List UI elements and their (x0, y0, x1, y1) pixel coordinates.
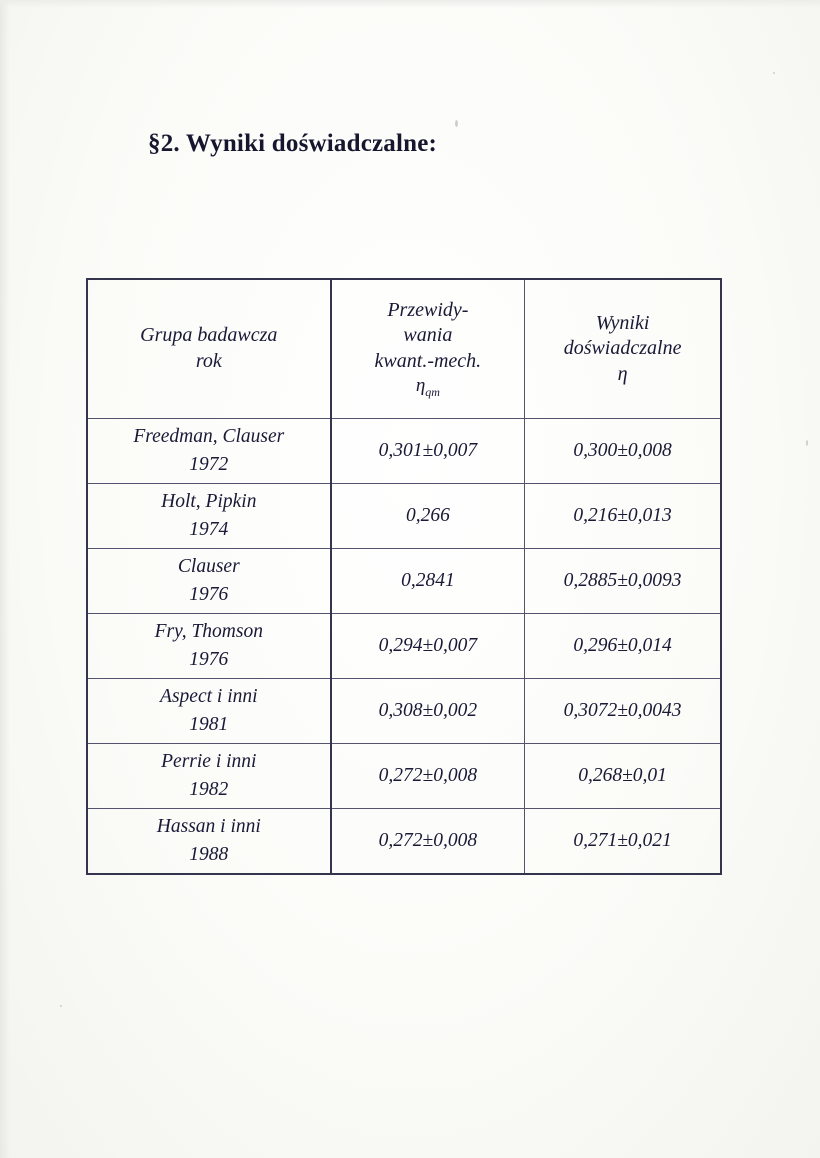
column-header-experiment-symbol: η (617, 362, 628, 385)
cell-experiment: 0,216±0,013 (525, 484, 721, 549)
scan-edge-left (0, 0, 10, 1158)
column-header-prediction-line3: kwant.-mech. (374, 349, 482, 372)
group-name: Freedman, Clauser (133, 425, 285, 447)
group-name: Fry, Thomson (154, 620, 263, 642)
page-title: §2. Wyniki doświadczalne: (148, 130, 438, 157)
group-year: 1972 (189, 454, 229, 475)
group-year: 1976 (189, 649, 229, 670)
column-header-experiment-line2: doświadczalne (563, 337, 682, 360)
column-header-prediction (331, 279, 525, 419)
cell-group (87, 614, 331, 679)
column-header-experiment-line1: Wyniki (595, 311, 650, 334)
table-row (87, 809, 721, 875)
cell-prediction: 0,272±0,008 (331, 809, 525, 875)
cell-group (87, 809, 331, 875)
column-header-group-line1: Grupa badawcza (140, 324, 278, 347)
cell-experiment: 0,271±0,021 (525, 809, 721, 875)
column-header-prediction-symbol (332, 374, 525, 400)
table-row (87, 549, 721, 614)
group-year: 1974 (189, 519, 229, 540)
eta-subscript: qm (425, 385, 440, 400)
column-header-group-line2: rok (195, 350, 222, 372)
scan-speck (806, 440, 808, 446)
cell-prediction: 0,301±0,007 (331, 419, 525, 484)
cell-prediction: 0,272±0,008 (331, 744, 525, 809)
cell-prediction: 0,2841 (331, 549, 525, 614)
cell-prediction: 0,308±0,002 (331, 679, 525, 744)
cell-experiment: 0,268±0,01 (525, 744, 721, 809)
group-name: Hassan i inni (156, 815, 261, 837)
group-year: 1982 (189, 779, 229, 800)
eta-symbol: η (415, 375, 426, 397)
group-name: Clauser (177, 555, 240, 577)
table-row (87, 679, 721, 744)
cell-experiment: 0,2885±0,0093 (525, 549, 721, 614)
group-year: 1988 (189, 844, 229, 865)
table-row (87, 744, 721, 809)
cell-experiment: 0,300±0,008 (525, 419, 721, 484)
table-body (87, 419, 721, 875)
group-name: Holt, Pipkin (161, 490, 257, 512)
cell-group (87, 549, 331, 614)
column-header-prediction-line2: wania (403, 324, 453, 347)
cell-prediction: 0,294±0,007 (331, 614, 525, 679)
column-header-experiment (525, 279, 721, 419)
column-header-prediction-line1: Przewidy- (387, 298, 469, 321)
cell-experiment: 0,3072±0,0043 (525, 679, 721, 744)
table-row (87, 419, 721, 484)
scan-speck (773, 72, 775, 74)
results-table (86, 278, 722, 875)
column-header-group (87, 279, 331, 419)
group-year: 1976 (189, 584, 229, 605)
cell-experiment: 0,296±0,014 (525, 614, 721, 679)
table-row (87, 614, 721, 679)
scan-speck (455, 120, 458, 127)
cell-group (87, 679, 331, 744)
scan-edge-top (0, 0, 820, 8)
group-year: 1981 (189, 714, 229, 735)
scan-speck (60, 1005, 62, 1007)
table-row (87, 484, 721, 549)
cell-prediction: 0,266 (331, 484, 525, 549)
cell-group (87, 484, 331, 549)
cell-group (87, 419, 331, 484)
group-name: Aspect i inni (160, 685, 258, 707)
cell-group (87, 744, 331, 809)
table-header-row (87, 279, 721, 419)
group-name: Perrie i inni (161, 750, 257, 772)
